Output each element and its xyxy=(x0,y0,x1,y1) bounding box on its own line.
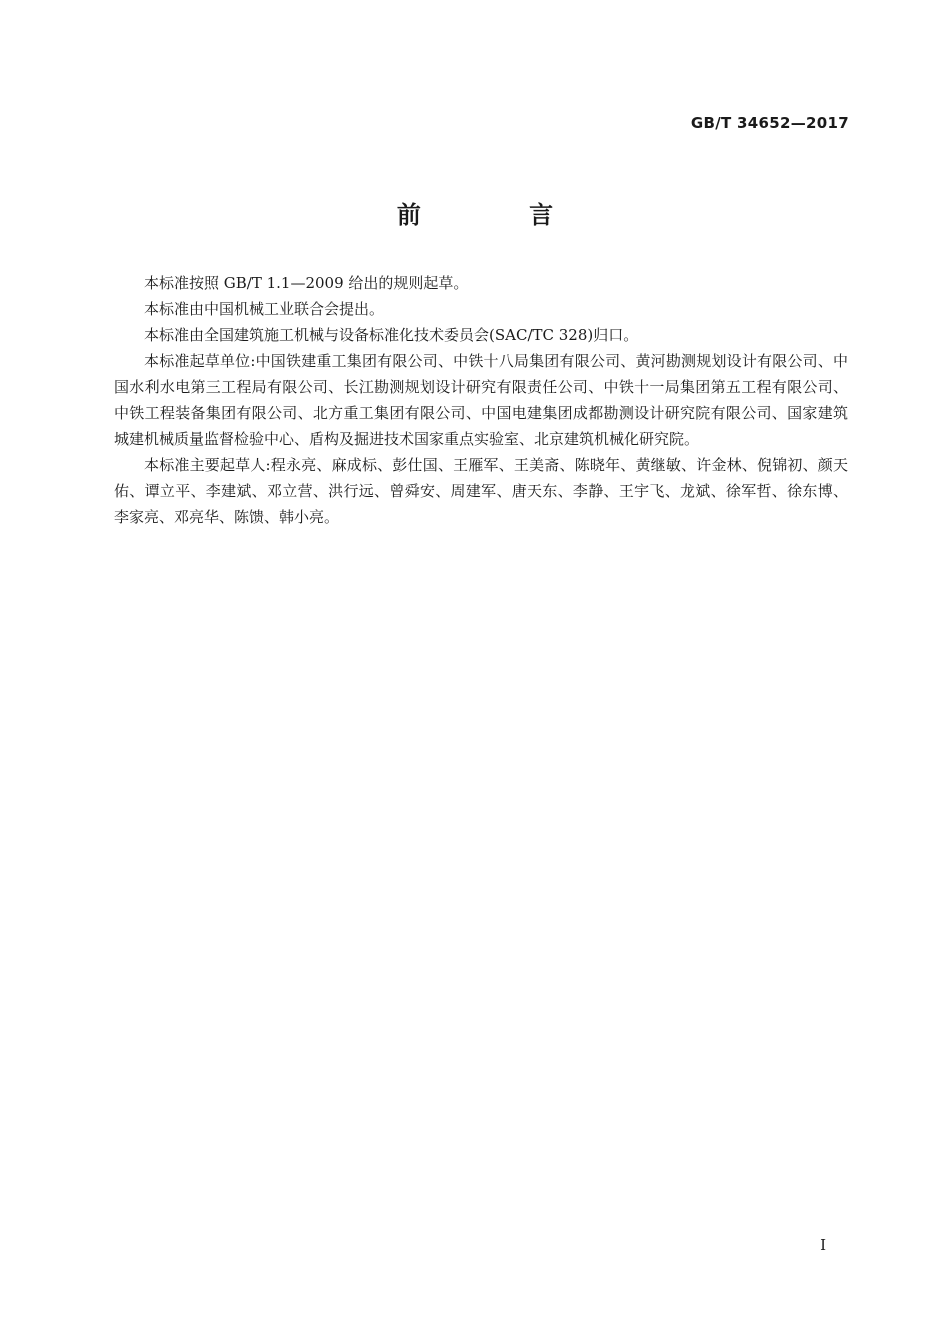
paragraph-drafting-rules: 本标准按照 GB/T 1.1—2009 给出的规则起草。 xyxy=(144,274,469,292)
paragraph-proposer: 本标准由中国机械工业联合会提出。 xyxy=(144,300,385,318)
paragraph-administrator: 本标准由全国建筑施工机械与设备标准化技术委员会(SAC/TC 328)归口。 xyxy=(144,326,639,344)
paragraph-drafting-units: 本标准起草单位:中国铁建重工集团有限公司、中铁十八局集团有限公司、黄河勘测规划设计有限公司、中国水利水电第三工程局有限公司、长江勘测规划设计研究有限责任公司、中铁十一局集团第五工程有限公司、中铁工程装备集团有限公司、北方重工集团有限公司、中国电建集团成都勘测设计研究院有限公司、国家建筑城建机械质量监督检验中心、盾构及掘进技术国家重点实验室、北京建筑机械化研究院。 xyxy=(114,352,848,448)
paragraph-drafters: 本标准主要起草人:程永亮、麻成标、彭仕国、王雁军、王美斋、陈晓年、黄继敏、许金林、倪锦初、颜天佑、谭立平、李建斌、邓立营、洪行远、曾舜安、周建军、唐天东、李静、王宇飞、龙斌、徐军哲、徐东博、李家亮、邓亮华、陈馈、韩小亮。 xyxy=(114,456,848,526)
standard-code: GB/T 34652—2017 xyxy=(690,114,849,132)
page-number: I xyxy=(820,1236,826,1254)
foreword-body xyxy=(114,270,848,530)
page-title: 前 言 xyxy=(396,201,604,229)
